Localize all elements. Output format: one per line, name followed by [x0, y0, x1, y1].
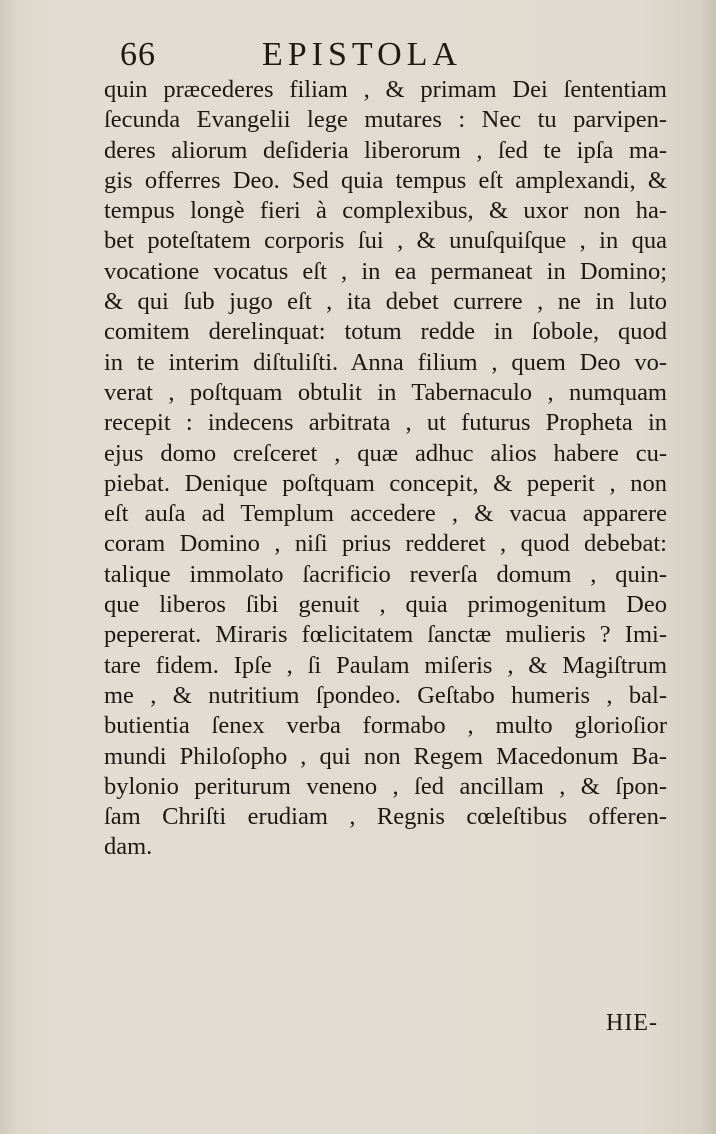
text-line: dam. [104, 833, 153, 861]
text-line: mundi Philoſopho , qui non Regem Macedonum Ba- [104, 742, 667, 770]
body-text [104, 75, 667, 863]
text-line: & qui ſub jugo eſt , ita debet currere , ne in luto [104, 288, 667, 316]
text-line: coram Domino , niſi prius redderet , quod debebat: [104, 530, 667, 558]
text-line: que liberos ſibi genuit , quia primogenitum Deo [104, 591, 667, 619]
text-line: quin præcederes filiam , & primam Dei ſententiam [104, 76, 667, 103]
text-line: eſt auſa ad Templum accedere , & vacua apparere [104, 500, 667, 528]
text-line: tempus longè fieri à complexibus, & uxor non ha- [104, 197, 667, 225]
text-line: ejus domo creſceret , quæ adhuc alios habere cu- [104, 439, 667, 467]
catchword: HIE- [606, 1010, 658, 1036]
text-line: bet poteſtatem corporis ſui , & unuſquiſque , in qua [104, 227, 667, 255]
text-line: in te interim diſtuliſti. Anna filium , quem Deo vo- [104, 348, 667, 376]
page-number: 66 [120, 36, 156, 73]
text-line: recepit : indecens arbitrata , ut futurus Propheta in [104, 409, 667, 437]
text-line: comitem derelinquat: totum redde in ſobole, quod [104, 318, 667, 346]
text-line: gis offerres Deo. Sed quia tempus eſt amplexandi, & [104, 166, 667, 194]
text-line: deres aliorum deſideria liberorum , ſed te ipſa ma- [104, 136, 667, 164]
text-line: ſam Chriſti erudiam , Regnis cœleſtibus offeren- [104, 803, 667, 831]
text-line: bylonio periturum veneno , ſed ancillam , & ſpon- [104, 772, 667, 800]
text-line: ſecunda Evangelii lege mutares : Nec tu parvipen- [104, 106, 667, 134]
page-header [114, 36, 674, 76]
text-line: me , & nutritium ſpondeo. Geſtabo humeris , bal- [104, 681, 667, 709]
text-line: piebat. Denique poſtquam concepit, & peperit , non [104, 469, 667, 497]
running-head: EPISTOLA [262, 36, 462, 73]
text-line: vocatione vocatus eſt , in ea permaneat in Domino; [104, 257, 667, 285]
text-line: talique immolato ſacrificio reverſa domum , quin- [104, 560, 667, 588]
text-line: verat , poſtquam obtulit in Tabernaculo , numquam [104, 378, 667, 406]
text-line: tare fidem. Ipſe , ſi Paulam miſeris , & Magiſtrum [104, 651, 667, 679]
text-line: butientia ſenex verba formabo , multo glorioſior [104, 712, 667, 740]
text-line: pepererat. Miraris fœlicitatem ſanctæ mulieris ? Imi- [104, 621, 667, 649]
